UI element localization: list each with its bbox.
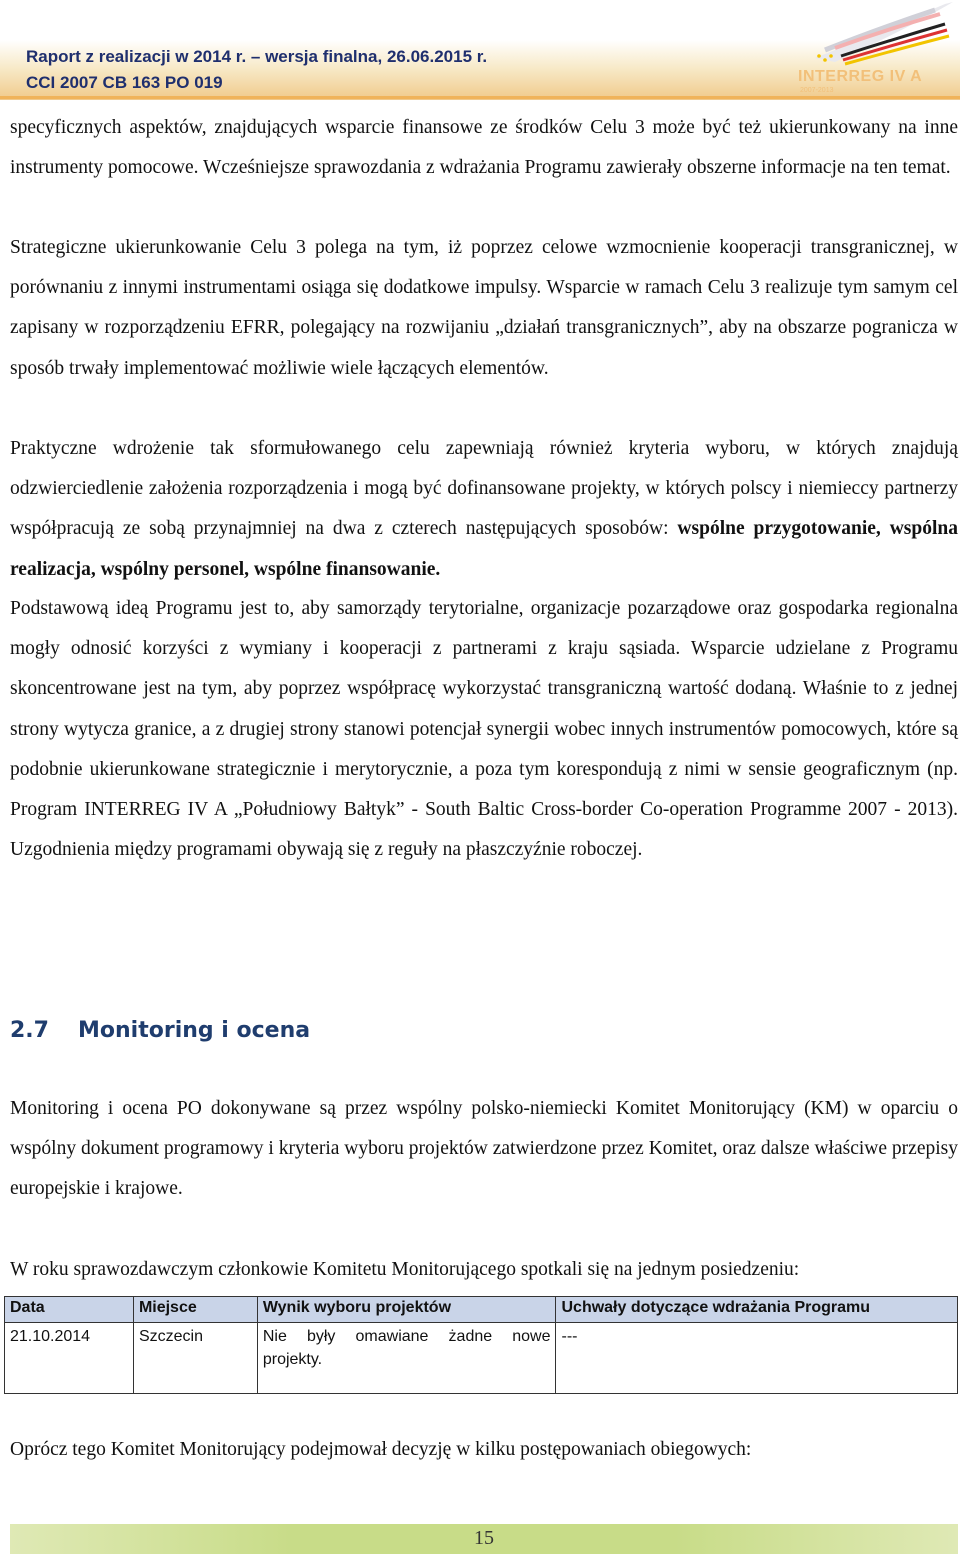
- table-header-row: [5, 1297, 958, 1323]
- section-heading: [10, 1018, 310, 1043]
- section-number: 2.7: [10, 1018, 49, 1043]
- table-cell-result: Nie były omawiane żadne nowe projekty.: [257, 1323, 556, 1394]
- paragraph-7: Oprócz tego Komitet Monitorujący podejmował decyzję w kilku postępowaniach obiegowych:: [10, 1439, 752, 1460]
- paragraph-1: specyficznych aspektów, znajdujących wsparcie finansowe ze środków Celu 3 może być też ukierunkowany na inne instrumenty pomocowe. Wcześniejsze sprawozdania z wdrażania Programu zawierały obszerne informacje na ten temat.: [10, 117, 958, 179]
- table-cell-place: Szczecin: [133, 1323, 257, 1394]
- paragraph-5: Monitoring i ocena PO dokonywane są przez wspólny polsko-niemiecki Komitet Monitorujący (KM) w oparciu o wspólny dokument programowy i kryteria wyboru projektów zatwierdzone przez Komitet, oraz dalsze właściwe przepisy europejskie i krajowe.: [10, 1098, 958, 1200]
- interreg-logo-years: 2007-2013: [800, 87, 834, 94]
- table-row: [5, 1323, 958, 1394]
- header-divider: [0, 96, 960, 99]
- paragraph-4: Podstawową ideą Programu jest to, aby samorządy terytorialne, organizacje pozarządowe oraz gospodarka regionalna mogły odnosić korzyści z wymiany i kooperacji z partnerami z kraju sąsiada. Wsparcie udzielane z Programu skoncentrowane jest na tym, aby poprzez współpracę wykorzystać transgraniczną wartość dodaną. Właśnie to z jednej strony wytycza granice, a z drugiej strony stanowi potencjał synergii wobec innych instrumentów pomocowych, które są podobnie ukierunkowane strategicznie i merytorycznie, a poza tym korespondują z nimi w sensie geograficznym (np. Program INTERREG IV A „Południowy Bałtyk” - South Baltic Cross-border Co-operation Programme 2007 - 2013). Uzgodnienia między programami obywają się z reguły na płaszczyźnie roboczej.: [10, 598, 958, 861]
- interreg-logo-text: INTERREG IV A: [798, 68, 923, 85]
- section-title: Monitoring i ocena: [78, 1018, 311, 1043]
- paragraph-6: W roku sprawozdawczym członkowie Komitetu Monitorującego spotkali się na jednym posiedzeniu:: [10, 1259, 800, 1280]
- paragraph-2: Strategiczne ukierunkowanie Celu 3 polega na tym, iż poprzez celowe wzmocnienie kooperacji transgranicznej, w porównaniu z innymi instrumentami osiąga się dodatkowe impulsy. Wsparcie w ramach Celu 3 realizuje tym samym cel zapisany w rozporządzeniu EFRR, polegający na rozwijaniu „działań transgranicznych”, aby na obszarze pogranicza w sposób trwały implementować możliwie wiele łączących elementów.: [10, 237, 958, 379]
- table-cell-date: 21.10.2014: [5, 1323, 134, 1394]
- report-title: Raport z realizacji w 2014 r. – wersja finalna, 26.06.2015 r.: [26, 47, 488, 66]
- page-number: 15: [474, 1527, 494, 1549]
- paragraph-3-bold: wspólne przygotowanie, wspólna realizacja, wspólny personel, wspólne finansowanie.: [10, 518, 958, 580]
- table-header-cell: Data: [5, 1297, 134, 1323]
- committee-meetings-table: [4, 1296, 958, 1394]
- paragraph-3: [10, 429, 958, 590]
- table-header-cell: Wynik wyboru projektów: [257, 1297, 556, 1323]
- programme-code: CCI 2007 CB 163 PO 019: [26, 73, 223, 92]
- table-header-cell: Miejsce: [133, 1297, 257, 1323]
- table-header-cell: Uchwały dotyczące wdrażania Programu: [556, 1297, 958, 1323]
- paragraph-3-text: Praktyczne wdrożenie tak sformułowanego celu zapewniają również kryteria wyboru, w których znajdują odzwierciedlenie założenia rozporządzenia i mogą być dofinansowane projekty, w których polscy i niemieccy partnerzy współpracują ze sobą przynajmniej na dwa z czterech następujących sposobów:: [10, 438, 958, 540]
- table-cell-resolutions: ---: [556, 1323, 958, 1394]
